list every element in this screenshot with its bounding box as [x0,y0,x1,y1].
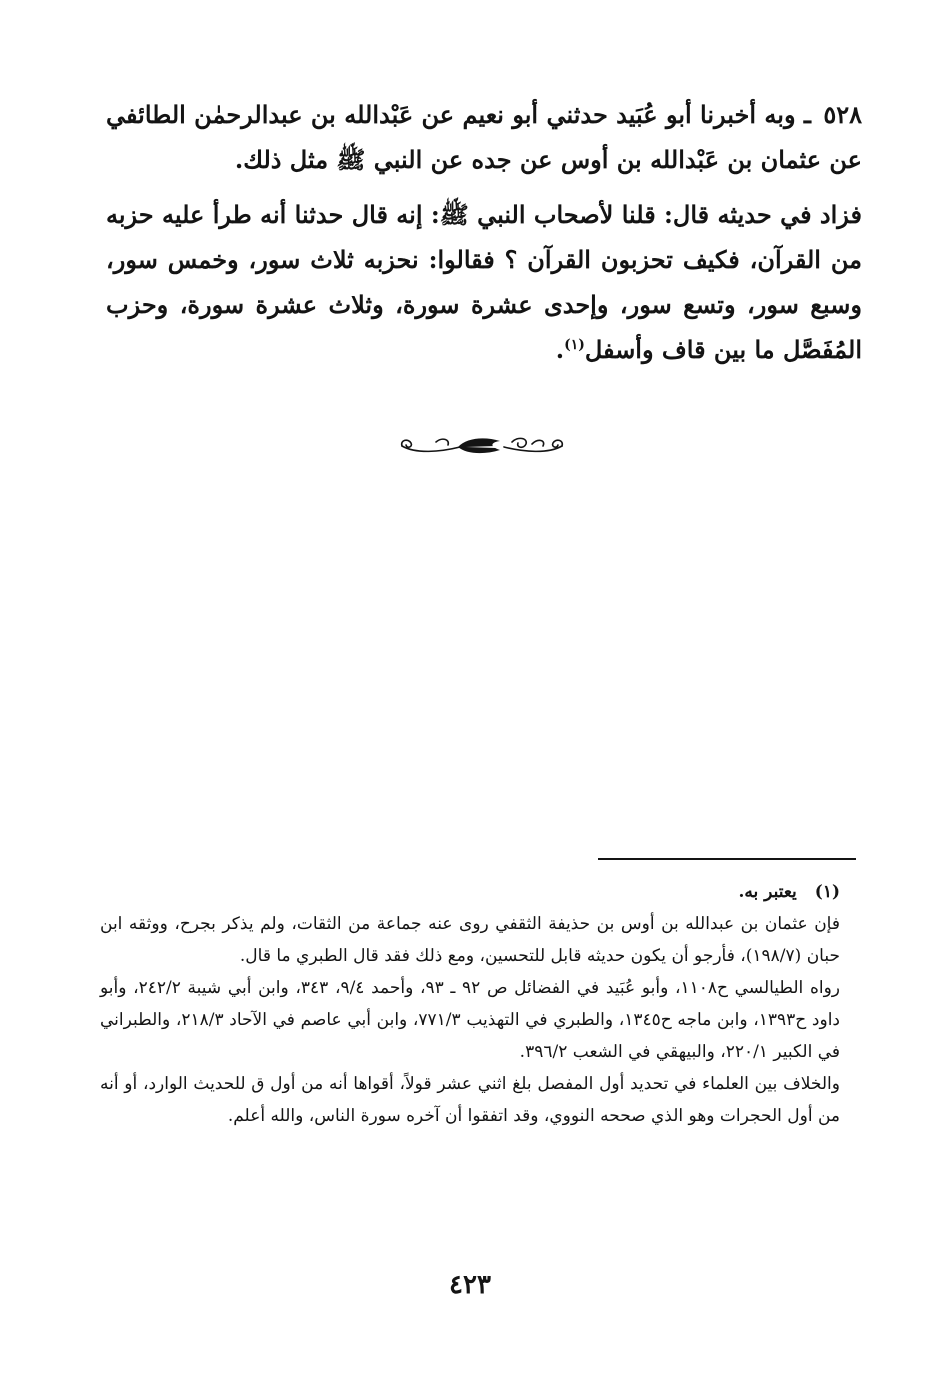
footnote-paragraph-3: والخلاف بين العلماء في تحديد أول المفصل بلغ اثني عشر قولاً، أقواها أنه من أول ق للحديث الوارد، أو أنه من أول الحجرات وهو الذي صححه النووي، وقد اتفقوا أن آخره سورة الناس، والله أعلم. [100,1074,840,1126]
footnote-separator [598,858,856,860]
footnote-reference[interactable]: (١) [564,337,585,353]
hadith-paragraph [106,92,862,182]
footnote-paragraph-2: رواه الطيالسي ح١١٠٨، وأبو عُبَيد في الفضائل ص ٩٢ ـ ٩٣، وأحمد ٩/٤، ٣٤٣، وابن أبي شيبة ٢٤٢/٢، وأبو داود ح١٣٩٣، وابن ماجه ح١٣٤٥، والطبري في التهذيب ٧٧١/٣، وابن أبي عاصم في الآحاد ٢١٨/٣، والطبراني في الكبير ٢٢٠/١، والبيهقي في الشعب ٣٩٦/٢. [100,978,840,1062]
ornament-divider [396,428,568,464]
footnote-heading [100,876,840,908]
addition-text: فزاد في حديثه قال: قلنا لأصحاب النبي ﷺ: إنه قال حدثنا أنه طرأ عليه حزبه من القرآن، فكيف تحزبون القرآن ؟ فقالوا: نحزبه ثلاث سور، وخمس سور، وسبع سور، وتسع سور، وإحدى عشرة سورة، وثلاث عشرة سورة، وحزب المُفَصَّل ما بين قاف وأسفل [106,200,862,364]
main-text [106,92,862,372]
addition-paragraph [106,192,862,372]
footnotes [100,876,840,1132]
hadith-number: ٥٢٨ [823,100,862,129]
hadith-text: ـ وبه أخبرنا أبو عُبَيد حدثني أبو نعيم عن عَبْدالله بن عبدالرحمٰن الطائفي عن عثمان بن عَبْدالله بن أوس عن جده عن النبي ﷺ مثل ذلك. [106,100,862,174]
addition-end-punct: . [555,335,565,364]
footnote-marker: (١) [814,882,840,902]
footnote-heading-text: يعتبر به. [738,882,797,902]
footnote-paragraph-1: فإن عثمان بن عبدالله بن أوس بن حذيفة الثقفي روى عنه جماعة من الثقات، ولم يذكر بجرح، ووثقه ابن حبان (١٩٨/٧)، فأرجو أن يكون حديثه قابل للتحسين، ومع ذلك فقد قال الطبري ما قال. [100,914,840,966]
page-number: ٤٢٣ [449,1270,491,1300]
